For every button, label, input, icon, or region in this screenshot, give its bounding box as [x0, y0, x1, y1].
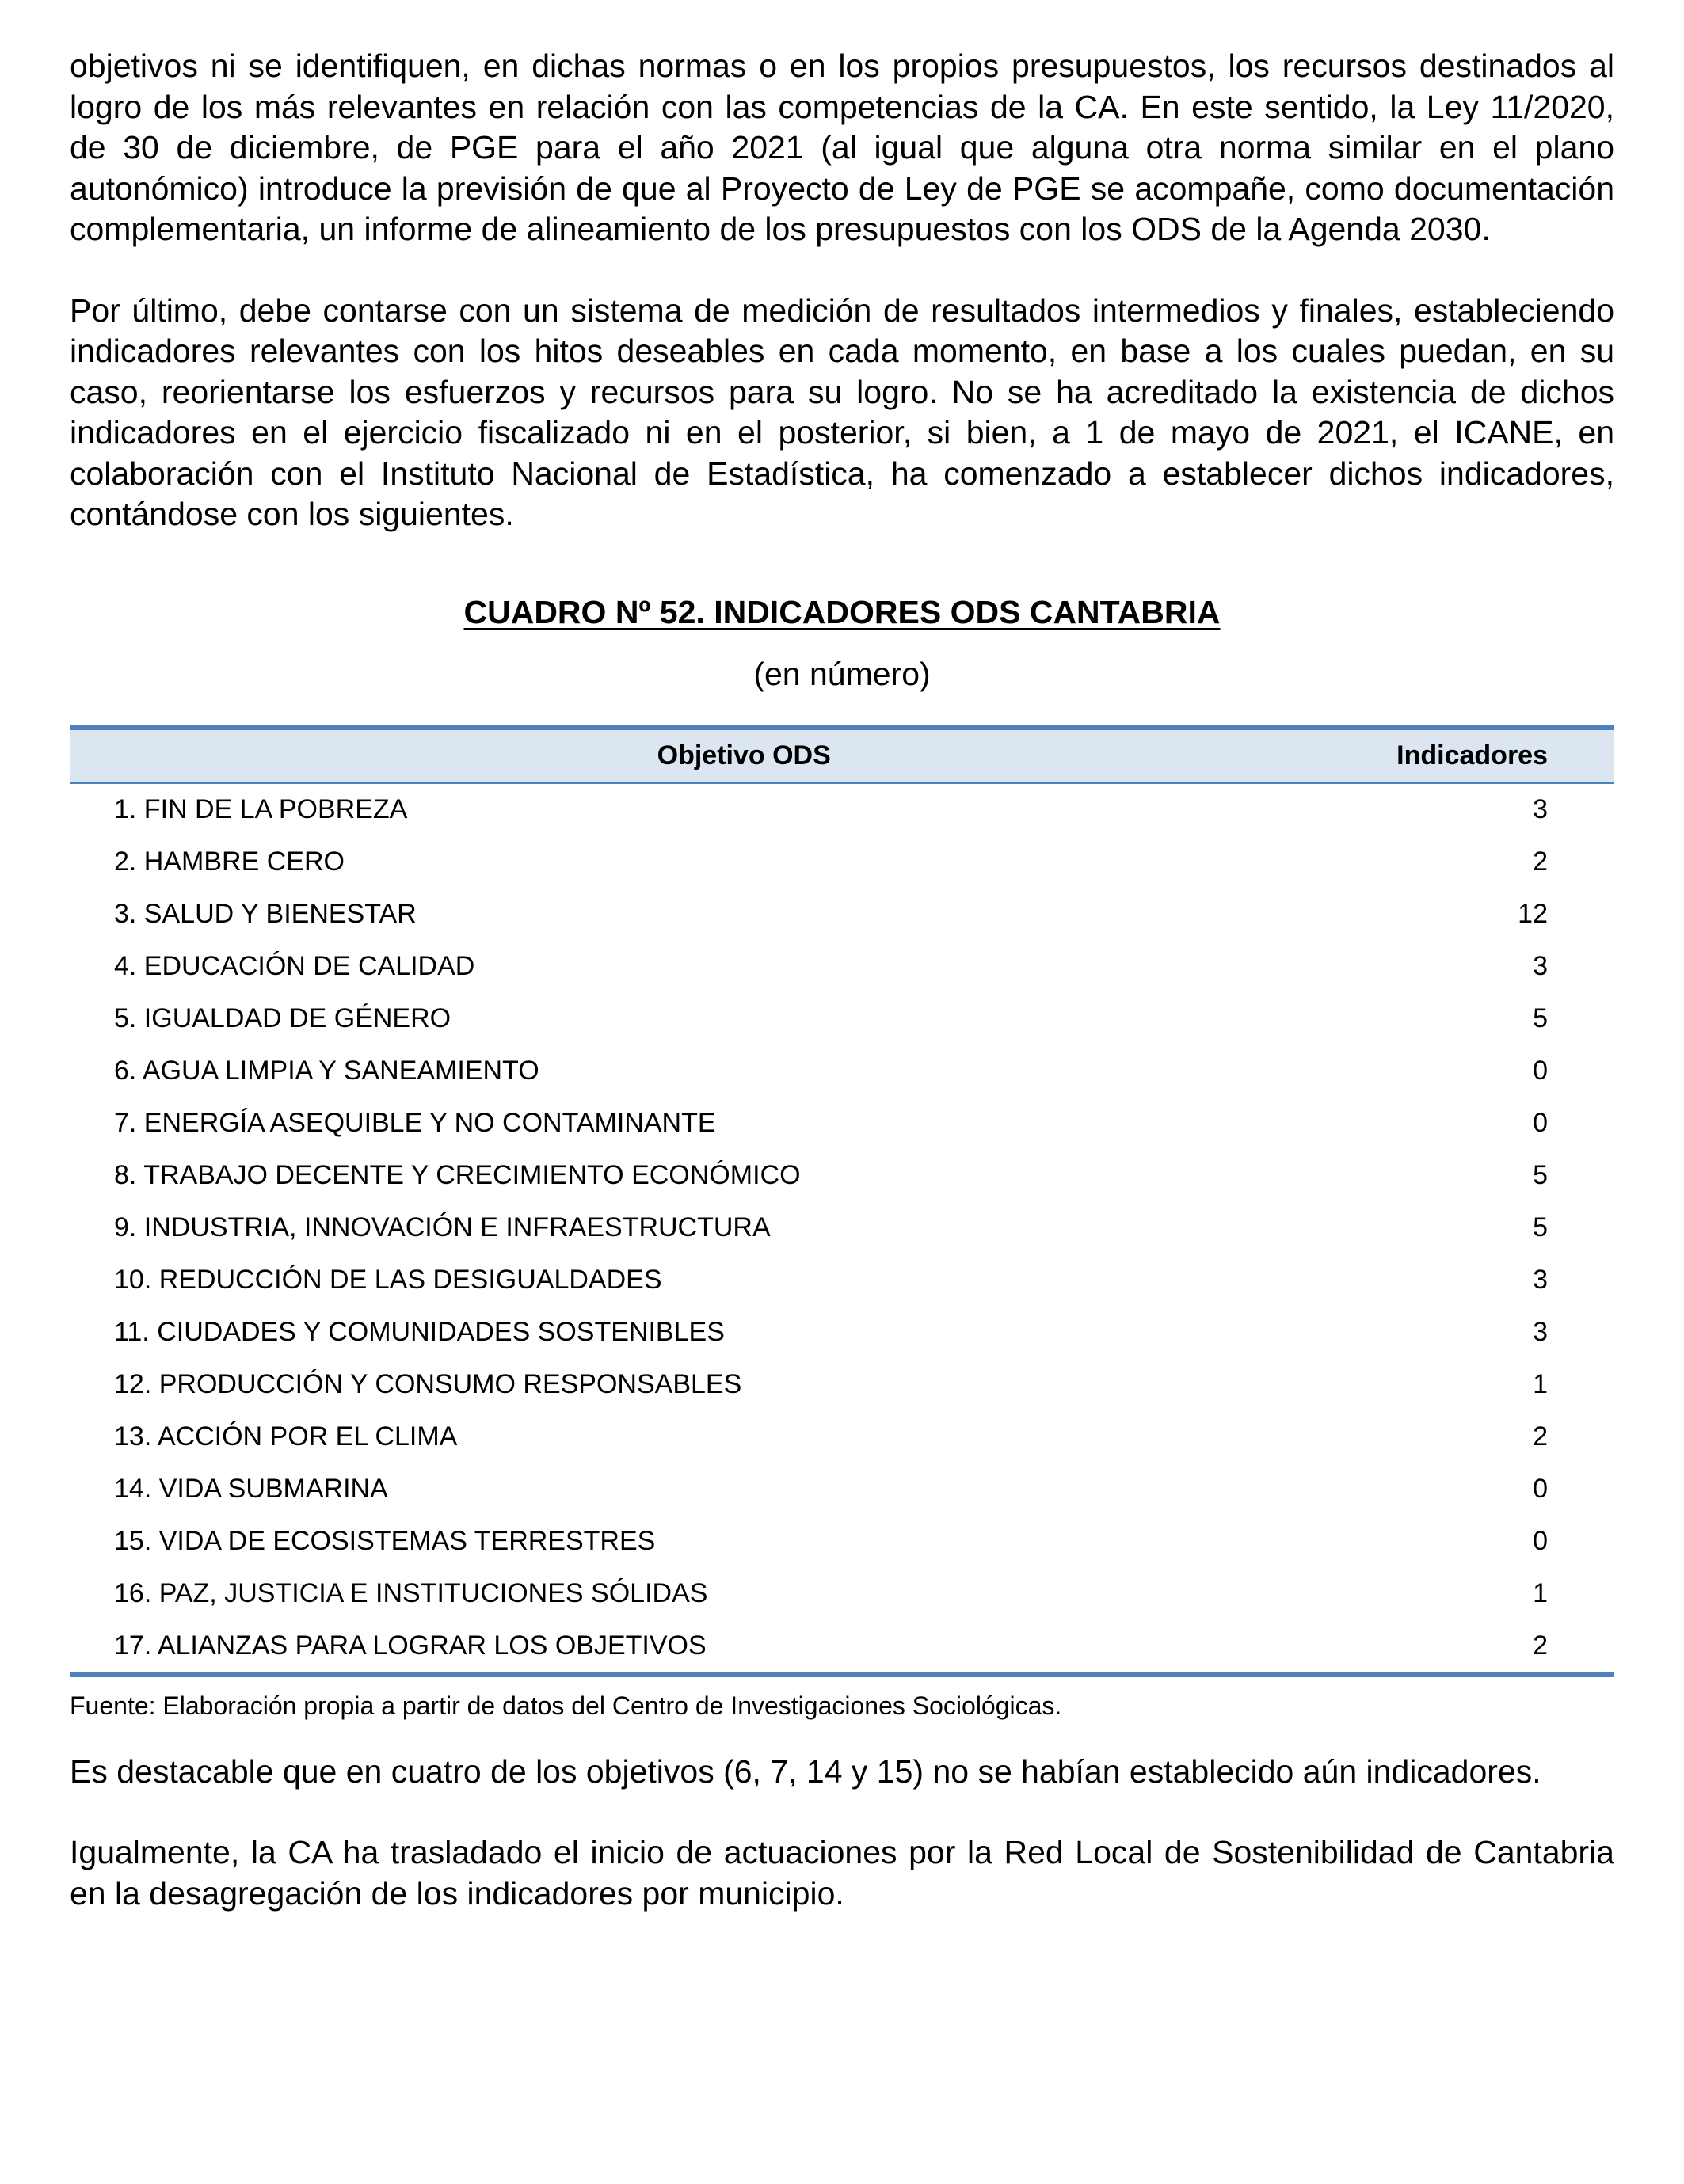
table-row [70, 1411, 1614, 1463]
objective-cell: 3. SALUD Y BIENESTAR [114, 899, 417, 929]
table-row [70, 1307, 1614, 1359]
objective-cell: 6. AGUA LIMPIA Y SANEAMIENTO [114, 1056, 539, 1086]
table-row [70, 1359, 1614, 1411]
table-row [70, 993, 1614, 1045]
table-row [70, 1620, 1614, 1675]
objective-cell: 15. VIDA DE ECOSISTEMAS TERRESTRES [114, 1526, 656, 1556]
objective-cell: 4. EDUCACIÓN DE CALIDAD [114, 951, 475, 981]
indicators-cell: 3 [1533, 1265, 1548, 1295]
table-row [70, 783, 1614, 836]
indicators-cell: 0 [1533, 1056, 1548, 1086]
table-row [70, 1463, 1614, 1516]
indicators-cell: 12 [1518, 899, 1548, 929]
objective-cell: 16. PAZ, JUSTICIA E INSTITUCIONES SÓLIDAS [114, 1578, 708, 1608]
table-row [70, 888, 1614, 941]
objective-cell: 17. ALIANZAS PARA LOGRAR LOS OBJETIVOS [70, 1620, 1259, 1675]
objective-cell: 12. PRODUCCIÓN Y CONSUMO RESPONSABLES [114, 1369, 742, 1399]
indicators-cell: 0 [1533, 1526, 1548, 1556]
table-row [70, 941, 1614, 993]
table-row [70, 1254, 1614, 1307]
table-row [70, 1150, 1614, 1202]
table-header [70, 728, 1614, 783]
indicators-cell: 0 [1533, 1474, 1548, 1504]
body-paragraph: Por último, debe contarse con un sistema de medición de resultados intermedios y finales, estableciendo indicadores relevantes con los hitos deseables en cada momento, en base a los cuales puedan, en su caso, reorientarse los esfuerzos y recursos para su logro. No se ha acreditado la existencia de dichos indicadores en el ejercicio fiscalizado ni en el posterior, si bien, a 1 de mayo de 2021, el ICANE, en colaboración con el Instituto Nacional de Estadística, ha comenzado a establecer dichos indicadores, contándose con los siguientes. [70, 291, 1614, 532]
table-row [70, 1098, 1614, 1150]
column-header-indicators: Indicadores [1259, 728, 1614, 783]
body-paragraph: Igualmente, la CA ha trasladado el inicio de actuaciones por la Red Local de Sostenibilidad de Cantabria en la desagregación de los indicadores por municipio. [70, 1834, 1614, 1912]
document-page [70, 46, 1614, 1914]
table-subtitle: (en número) [753, 655, 931, 692]
table-row [70, 1568, 1614, 1620]
objective-cell: 13. ACCIÓN POR EL CLIMA [114, 1421, 458, 1452]
table-title-text: CUADRO Nº 52. INDICADORES ODS CANTABRIA [463, 593, 1221, 630]
indicators-cell: 5 [1533, 1160, 1548, 1190]
table-body [70, 783, 1614, 1675]
indicators-cell: 2 [1533, 1421, 1548, 1452]
objective-cell: 14. VIDA SUBMARINA [114, 1474, 388, 1504]
indicators-cell: 1 [1533, 1369, 1548, 1399]
indicators-cell: 5 [1533, 1003, 1548, 1033]
indicators-cell: 1 [1533, 1578, 1548, 1608]
column-header-objective: Objetivo ODS [70, 728, 1259, 783]
objective-cell: 1. FIN DE LA POBREZA [114, 794, 408, 824]
table-row [70, 1202, 1614, 1254]
indicators-cell: 3 [1533, 1317, 1548, 1347]
indicators-cell: 2 [1259, 1620, 1614, 1675]
indicators-cell: 2 [1533, 847, 1548, 877]
table-row [70, 1516, 1614, 1568]
body-paragraph: objetivos ni se identifiquen, en dichas normas o en los propios presupuestos, los recursos destinados al logro de los más relevantes en relación con las competencias de la CA. En este sentido, la Ley 11/2020, de 30 de diciembre, de PGE para el año 2021 (al igual que alguna otra norma similar en el plano autonómico) introduce la previsión de que al Proyecto de Ley de PGE se acompañe, como documentación complementaria, un informe de alineamiento de los presupuestos con los ODS de la Agenda 2030. [70, 48, 1614, 247]
objective-cell: 8. TRABAJO DECENTE Y CRECIMIENTO ECONÓMICO [114, 1160, 801, 1190]
indicators-cell: 3 [1533, 794, 1548, 824]
indicators-cell: 0 [1533, 1108, 1548, 1138]
table-row [70, 836, 1614, 888]
body-paragraph: Es destacable que en cuatro de los objetivos (6, 7, 14 y 15) no se habían establecido aún indicadores. [70, 1752, 1541, 1790]
table-row [70, 1045, 1614, 1098]
objective-cell: 5. IGUALDAD DE GÉNERO [114, 1003, 451, 1033]
objective-cell: 11. CIUDADES Y COMUNIDADES SOSTENIBLES [114, 1317, 725, 1347]
indicators-cell: 5 [1533, 1212, 1548, 1242]
table-header-row [70, 728, 1614, 783]
table-title [70, 592, 1614, 632]
table-source-note: Fuente: Elaboración propia a partir de datos del Centro de Investigaciones Sociológicas. [70, 1691, 1062, 1720]
objective-cell: 9. INDUSTRIA, INNOVACIÓN E INFRAESTRUCTURA [114, 1212, 771, 1242]
objective-cell: 7. ENERGÍA ASEQUIBLE Y NO CONTAMINANTE [114, 1108, 716, 1138]
indicators-cell: 3 [1533, 951, 1548, 981]
ods-indicators-table [70, 725, 1614, 1677]
objective-cell: 10. REDUCCIÓN DE LAS DESIGUALDADES [114, 1265, 662, 1295]
objective-cell: 2. HAMBRE CERO [114, 847, 345, 877]
